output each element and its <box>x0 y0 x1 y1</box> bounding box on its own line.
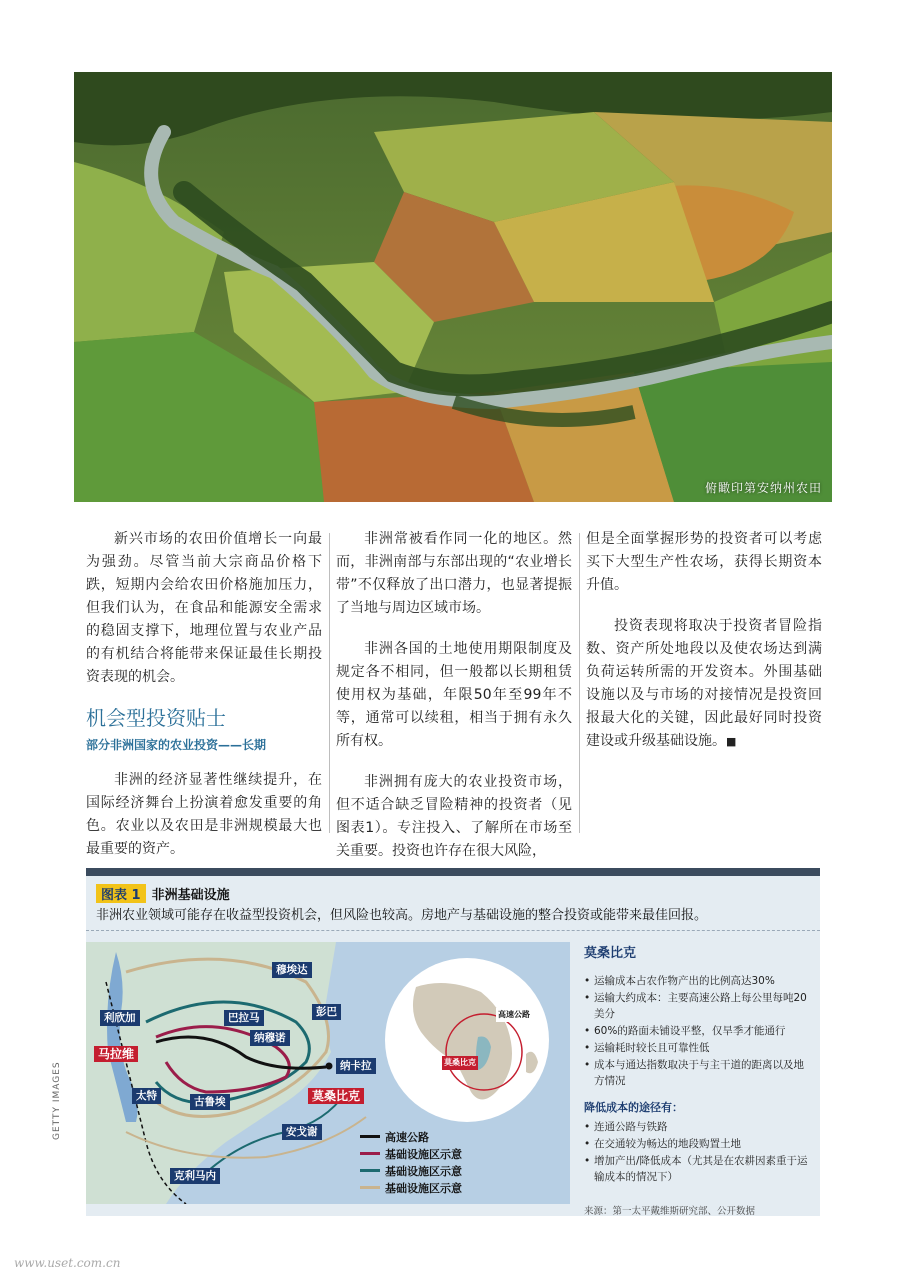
label-tete: 太特 <box>132 1088 161 1104</box>
legend-swatch <box>360 1169 380 1172</box>
end-mark: ■ <box>726 735 737 748</box>
section-subheading: 部分非洲国家的农业投资——长期 <box>86 738 267 752</box>
legend-item <box>360 1179 462 1196</box>
map-graphic <box>86 942 570 1204</box>
legend-label: 基础设施区示意 <box>385 1164 462 1178</box>
list-item: • 在交通较为畅达的地段购置土地 <box>584 1136 812 1152</box>
column-divider <box>579 533 580 833</box>
list-item: • 60%的路面未铺设平整，仅旱季才能通行 <box>584 1023 812 1039</box>
figure-title: 非洲基础设施 <box>151 888 230 903</box>
label-angoche: 安戈谢 <box>282 1124 322 1140</box>
figure-top-bar <box>86 868 820 876</box>
section-heading: 机会型投资贴士 <box>86 706 226 730</box>
list-item: • 运输成本占农作物产出的比例高达30% <box>584 973 812 989</box>
label-malawi: 马拉维 <box>94 1046 138 1062</box>
label-namarroi: 纳穆诺 <box>250 1030 290 1046</box>
paragraph: 非洲拥有庞大的农业投资市场，但不适合缺乏冒险精神的投资者（见图表1）。专注投入、了解所在市场至关重要。投资也许存在很大风险， <box>336 774 572 859</box>
label-mozambique: 莫桑比克 <box>308 1088 364 1104</box>
legend-label: 高速公路 <box>385 1130 429 1144</box>
inset-label-country: 莫桑比克 <box>442 1056 478 1070</box>
map-legend <box>360 1128 462 1196</box>
legend-label: 基础设施区示意 <box>385 1147 462 1161</box>
photo-caption: 俯瞰印第安纳州农田 <box>704 481 822 495</box>
list-item: • 连通公路与铁路 <box>584 1119 812 1135</box>
label-pemba: 彭巴 <box>312 1004 341 1020</box>
paragraph <box>586 615 822 753</box>
figure-divider <box>86 930 820 931</box>
label-lichinga: 利欣加 <box>100 1010 140 1026</box>
figure-title-row <box>96 884 230 903</box>
paragraph: 非洲各国的土地使用期限制度及规定各不相同，但一般都以长期租赁使用权为基础，年限50年至99年不等，通常可以续租，相当于拥有永久所有权。 <box>336 641 572 749</box>
photo-credit: GETTY IMAGES <box>52 1061 62 1140</box>
side-heading: 莫桑比克 <box>584 946 637 961</box>
legend-label: 基础设施区示意 <box>385 1181 462 1195</box>
column-divider <box>329 533 330 833</box>
farmland-aerial-image <box>74 72 832 502</box>
site-watermark: www.uset.com.cn <box>14 1256 121 1270</box>
list-item: • 增加产出/降低成本（尤其是在农耕因素重于运输成本的情况下） <box>584 1153 812 1185</box>
legend-swatch <box>360 1186 380 1189</box>
hero-photo <box>74 72 832 502</box>
paragraph: 非洲的经济显著性继续提升，在国际经济舞台上扮演着愈发重要的角色。农业以及农田是非洲规模最大也最重要的资产。 <box>86 772 322 857</box>
list-item: • 成本与通达指数取决于与主干道的距离以及地方情况 <box>584 1057 812 1089</box>
article-column-2 <box>336 528 572 881</box>
legend-swatch <box>360 1135 380 1138</box>
infrastructure-map <box>86 942 570 1204</box>
mozambique-facts-list <box>584 973 812 1089</box>
label-gurue: 古鲁埃 <box>190 1094 230 1110</box>
legend-item <box>360 1128 462 1145</box>
reduce-cost-heading: 降低成本的途径有： <box>584 1101 683 1114</box>
list-item: • 运输大约成本：主要高速公路上每公里每吨20美分 <box>584 990 812 1022</box>
label-quelimane: 克利马内 <box>170 1168 220 1184</box>
paragraph-text: 投资表现将取决于投资者冒险指数、资产所处地段以及使农场达到满负荷运转所需的开发资本。外围基础设施以及与市场的对接情况是投资回报最大化的关键，因此最好同时投资建设或升级基础设施。 <box>586 618 822 749</box>
legend-item <box>360 1162 462 1179</box>
list-item: • 运输耗时较长且可靠性低 <box>584 1040 812 1056</box>
figure-side-panel <box>584 942 812 1217</box>
article-column-1 <box>86 528 322 879</box>
article-column-3 <box>586 528 822 771</box>
inset-label-road: 高速公路 <box>496 1008 532 1022</box>
label-nacala: 纳卡拉 <box>336 1058 376 1074</box>
legend-item <box>360 1145 462 1162</box>
source-note: 来源：第一太平戴维斯研究部、公开数据 <box>584 1206 756 1217</box>
figure-subtitle: 非洲农业领域可能存在收益型投资机会，但风险也较高。房地产与基础设施的整合投资或能带来最佳回报。 <box>96 908 708 923</box>
legend-swatch <box>360 1152 380 1155</box>
nacala-dot <box>326 1063 333 1070</box>
label-balama: 巴拉马 <box>224 1010 264 1026</box>
paragraph: 非洲常被看作同一化的地区。然而，非洲南部与东部出现的“农业增长带”不仅释放了出口潜力，也显著提振了当地与周边区域市场。 <box>336 531 572 616</box>
reduce-cost-list <box>584 1119 812 1185</box>
paragraph: 新兴市场的农田价值增长一向最为强劲。尽管当前大宗商品价格下跌，短期内会给农田价格施加压力，但我们认为，在食品和能源安全需求的稳固支撑下，地理位置与农业产品的有机结合将能带来保证最佳长期投资表现的机会。 <box>86 531 322 685</box>
label-mueda: 穆埃达 <box>272 962 312 978</box>
figure-tag: 图表 1 <box>96 884 146 903</box>
figure-box <box>86 868 820 1216</box>
paragraph: 但是全面掌握形势的投资者可以考虑买下大型生产性农场，获得长期资本升值。 <box>586 531 822 593</box>
